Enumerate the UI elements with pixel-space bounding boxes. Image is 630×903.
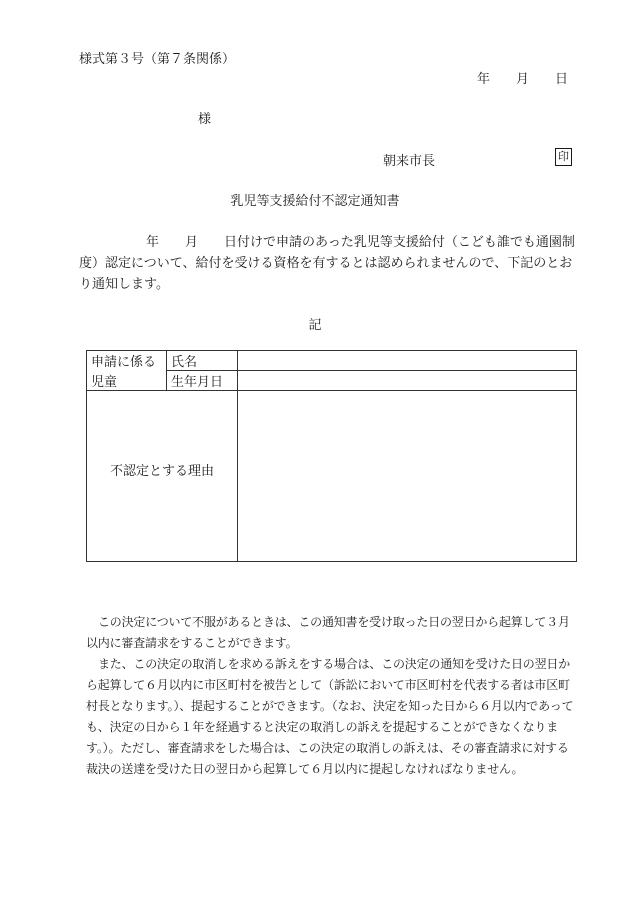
- ki-heading: 記: [308, 318, 322, 333]
- child-group-label-bottom: 児童: [87, 371, 167, 391]
- dob-field[interactable]: [238, 371, 577, 391]
- document-title: 乳児等支援給付不認定通知書: [230, 194, 400, 209]
- issue-date-line: 年 月 日: [477, 72, 569, 87]
- body-rest: 制度）認定について、給付を受ける資格を有するとは認められませんので、下記のとおり通知します。: [79, 235, 575, 292]
- appeal-notice-paragraph-2: また、この決定の取消しを求める訴えをする場合は、この決定の通知を受けた日の翌日から起算して６月以内に市区町村を被告として（訴訟において市区町村を代表する者は市区町村長となります。）、提起することができます。（なお、決定を知った日から６月以内であっても、決定の日から１年を経過すると決定の取消しの訴えを提起することができなくなります。）。ただし、審査請求をした場合は、この決定の取消しの訴えは、その審査請求に対する裁決の送達を受けた日の翌日から起算して６月以内に提起しなければなりません。: [86, 657, 574, 776]
- body-first-line: 年 月 日付けで申請のあった乳児等支援給付（こども誰でも通園: [146, 235, 562, 250]
- child-info-table: [86, 350, 577, 562]
- dob-label: 生年月日: [167, 371, 238, 391]
- body-paragraph: [79, 232, 577, 295]
- name-label: 氏名: [167, 351, 238, 371]
- appeal-notice: [86, 612, 578, 780]
- seal-stamp: 印: [555, 148, 572, 166]
- child-group-label-top: 申請に係る: [87, 351, 167, 371]
- issuer-name: 朝来市長: [383, 154, 436, 169]
- appeal-notice-paragraph-1: この決定について不服があるときは、この通知書を受け取った日の翌日から起算して３月以内に審査請求をすることができます。: [86, 615, 570, 650]
- name-field[interactable]: [238, 351, 577, 371]
- form-number: 様式第３号（第７条関係）: [79, 52, 236, 67]
- addressee-honorific: 様: [198, 112, 212, 127]
- reason-field[interactable]: [238, 391, 577, 562]
- reason-label: 不認定とする理由: [87, 391, 238, 562]
